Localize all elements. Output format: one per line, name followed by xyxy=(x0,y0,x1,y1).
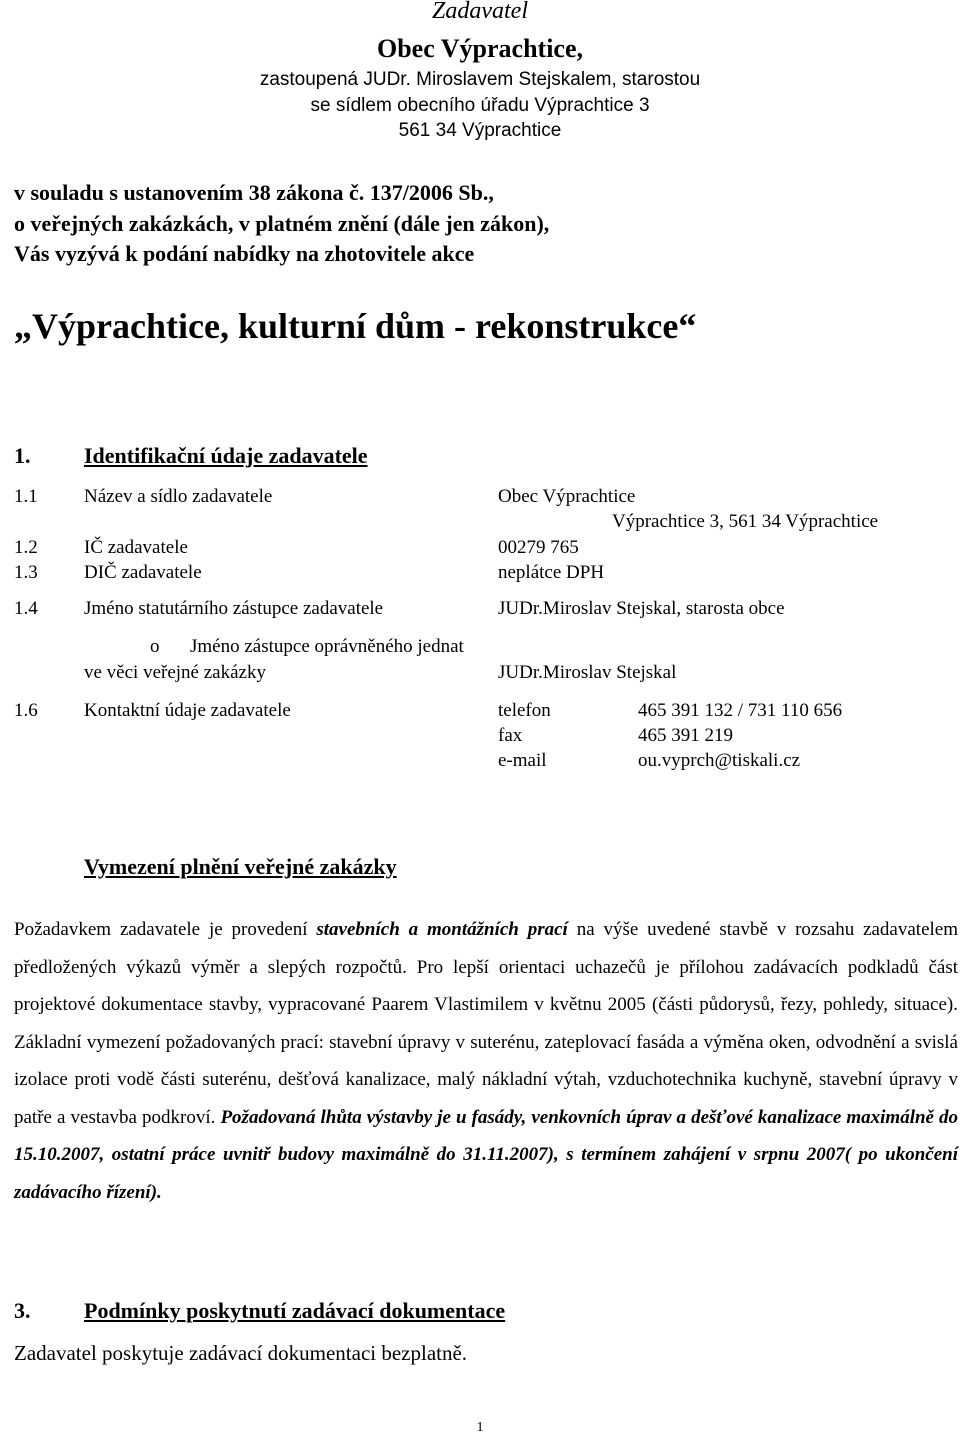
section-3-title: Podmínky poskytnutí zadávací dokumentace xyxy=(84,1298,506,1323)
intro-line: Vás vyzývá k podání nabídky na zhotovitele akce xyxy=(14,241,475,266)
row-label: Jméno statutárního zástupce zadavatele xyxy=(84,598,384,619)
row-label: IČ zadavatele xyxy=(84,537,188,558)
section-2-title: Vymezení plnění veřejné zakázky xyxy=(84,854,397,879)
row-value: 00279 765 xyxy=(498,537,579,558)
row-number: 1.4 xyxy=(14,598,38,619)
contact-fax: 465 391 219 xyxy=(638,725,733,746)
row-value: JUDr.Miroslav Stejskal, starosta obce xyxy=(498,598,785,619)
row-number: 1.6 xyxy=(14,700,38,721)
contracting-authority-name: Obec Výprachtice, xyxy=(376,34,584,63)
row-label: DIČ zadavatele xyxy=(84,562,202,583)
page-number: 1 xyxy=(476,1420,484,1435)
row-value-address: Výprachtice 3, 561 34 Výprachtice xyxy=(612,511,879,532)
section-1-number: 1. xyxy=(14,443,31,468)
row-value: Obec Výprachtice xyxy=(498,486,636,507)
row-label: ve věci veřejné zakázky xyxy=(84,662,266,683)
row-number: 1.1 xyxy=(14,486,38,507)
row-label: Jméno zástupce oprávněného jednat xyxy=(190,636,464,657)
contact-type: telefon xyxy=(498,700,551,721)
scope-emphasis: stavebních a montážních prací xyxy=(316,919,568,940)
row-number: 1.3 xyxy=(14,562,38,583)
scope-text: Požadavkem zadavatele je provedení xyxy=(14,919,317,940)
document-role: Zadavatel xyxy=(432,0,528,24)
contact-type: e-mail xyxy=(498,750,547,771)
contact-email[interactable]: ou.vyprch@tiskali.cz xyxy=(638,750,801,771)
header-line: zastoupená JUDr. Miroslavem Stejskalem, starostou xyxy=(259,69,701,90)
row-value: JUDr.Miroslav Stejskal xyxy=(498,662,677,683)
intro-line: v souladu s ustanovením 38 zákona č. 137/2006 Sb., xyxy=(14,180,494,205)
section-1-title: Identifikační údaje zadavatele xyxy=(84,443,368,468)
project-title: „Výprachtice, kulturní dům - rekonstrukce“ xyxy=(14,306,697,346)
row-label: Název a sídlo zadavatele xyxy=(84,486,273,507)
deadline-text: Požadovaná lhůta výstavby je u fasády, venkovních úprav a dešťové kanalizace maximálně do 15.10.2007, ostatní práce uvnitř budovy maximálně do 31.11.2007), s termínem zahájení v srpnu 2007( po ukončení zadávacího řízení). xyxy=(14,1106,959,1203)
list-bullet: o xyxy=(150,636,160,657)
header-line: 561 34 Výprachtice xyxy=(398,120,562,141)
section-3-number: 3. xyxy=(14,1298,31,1323)
scope-paragraph xyxy=(14,911,958,1211)
header-line: se sídlem obecního úřadu Výprachtice 3 xyxy=(310,95,650,116)
row-number: 1.2 xyxy=(14,537,38,558)
row-label: Kontaktní údaje zadavatele xyxy=(84,700,291,721)
section-3-text: Zadavatel poskytuje zadávací dokumentaci bezplatně. xyxy=(14,1341,468,1365)
intro-line: o veřejných zakázkách, v platném znění (dále jen zákon), xyxy=(14,211,550,236)
scope-text: na výše uvedené stavbě v rozsahu zadavatelem předložených výkazů výměr a slepých rozpočtů. Pro lepší orientaci uchazečů je přílohou zadávacích podkladů část projektové dokumentace stavby, vypracované Paarem Vlastimilem v květnu 2005 (části půdorysů, řezy, pohledy, situace). Základní vymezení požadovaných prací: stavební úpravy v suterénu, zateplovací fasáda a výměna oken, odvodnění a svislá izolace proti vodě části suterénu, dešťová kanalizace, malý nákladní výtah, vzduchotechnika kuchyně, stavební úpravy v patře a vestavba podkroví. xyxy=(14,919,958,1128)
row-value: neplátce DPH xyxy=(498,562,605,583)
contact-phone: 465 391 132 / 731 110 656 xyxy=(638,700,843,721)
contact-type: fax xyxy=(498,725,523,746)
